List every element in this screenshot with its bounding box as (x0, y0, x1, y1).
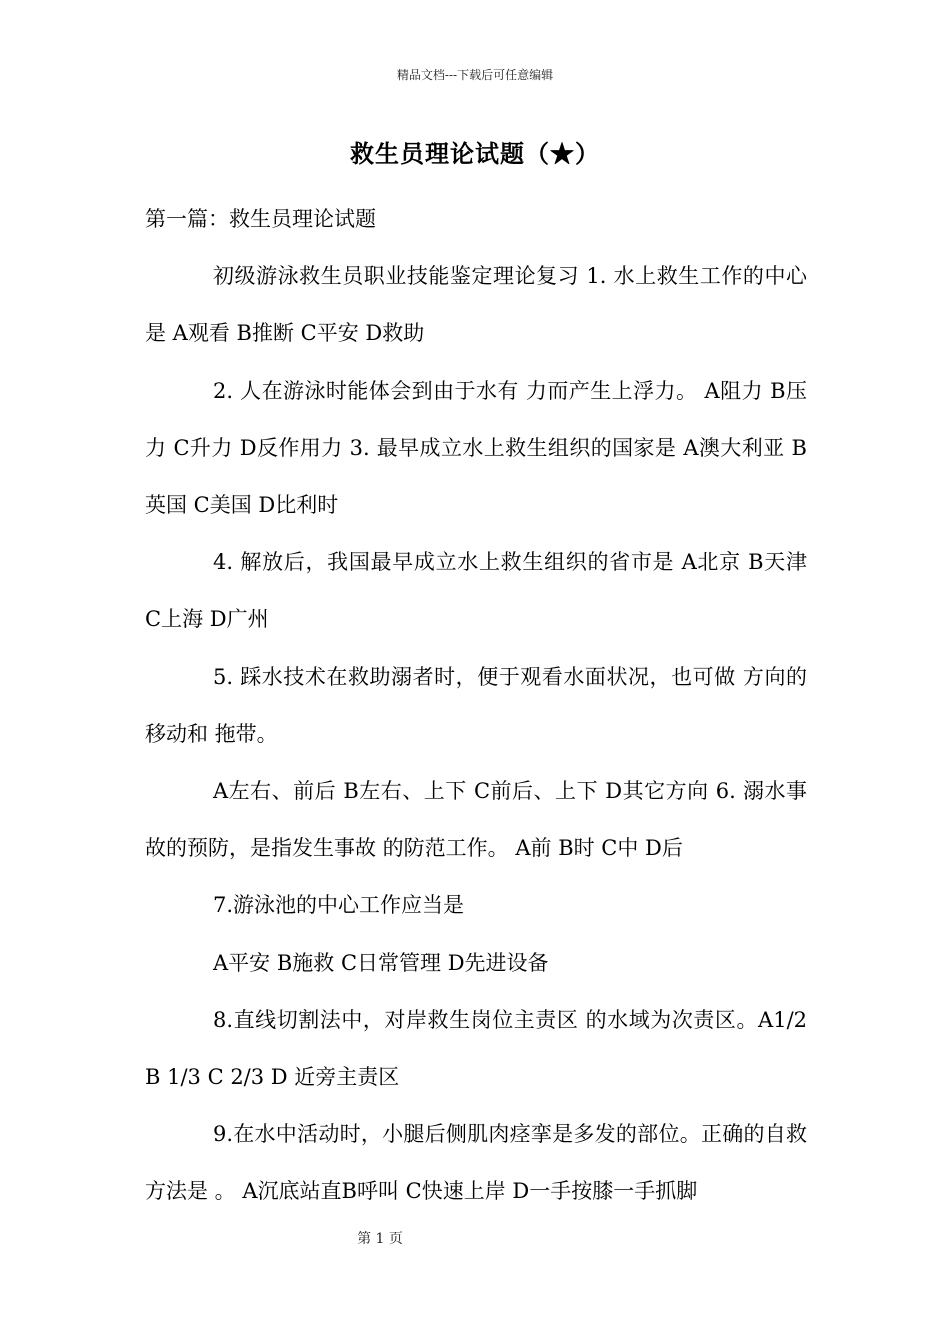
paragraph: 初级游泳救生员职业技能鉴定理论复习 1. 水上救生工作的中心是 A观看 B推断 C平安 D救助 (145, 264, 807, 346)
document-title: 救生员理论试题（★） (350, 139, 600, 168)
paragraph: 5. 踩水技术在救助溺者时，便于观看水面状况，也可做 方向的移动和 拖带。 (145, 664, 807, 746)
paragraph: 7.游泳池的中心工作应当是 (213, 893, 465, 918)
document-body (145, 191, 807, 1221)
page-header: 精品文档---下载后可任意编辑 (396, 68, 554, 82)
paragraph: 2. 人在游泳时能体会到由于水有 力而产生上浮力。 A阻力 B压力 C升力 D反作用力 3. 最早成立水上救生组织的国家是 A澳大利亚 B英国 C美国 D比利时 (145, 378, 807, 518)
page-number: 第 1 页 (357, 1231, 403, 1247)
paragraph: 4. 解放后，我国最早成立水上救生组织的省市是 A北京 B天津 C上海 D广州 (145, 550, 807, 632)
paragraph: 8.直线切割法中，对岸救生岗位主责区 的水域为次责区。A1/2 B 1/3 C 2/3 D 近旁主责区 (145, 1007, 807, 1090)
paragraph: A左右、前后 B左右、上下 C前后、上下 D其它方向 6. 溺水事故的预防，是指发生事故 的防范工作。 A前 B时 C中 D后 (145, 779, 807, 861)
section-heading: 第一篇：救生员理论试题 (145, 207, 376, 231)
paragraph: A平安 B施救 C日常管理 D先进设备 (213, 950, 549, 975)
paragraph: 9.在水中活动时，小腿后侧肌肉痉挛是多发的部位。正确的自救方法是 。 A沉底站直B呼叫 C快速上岸 D一手按膝一手抓脚 (145, 1122, 807, 1204)
